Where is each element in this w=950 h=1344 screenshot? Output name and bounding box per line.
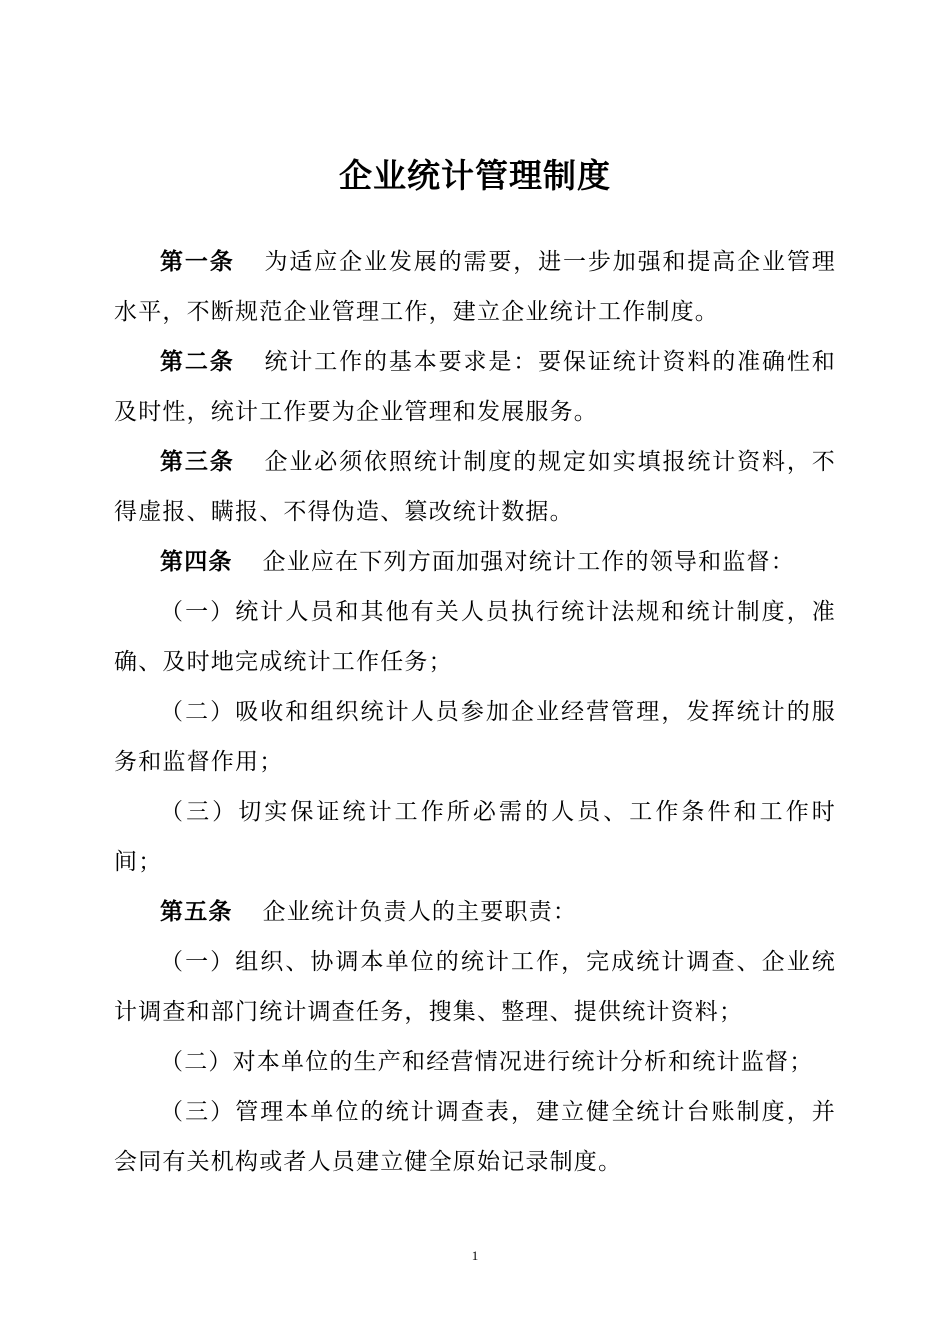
article-5-item-1: [114, 937, 836, 1037]
article-text: 企业应在下列方面加强对统计工作的领导和监督：: [262, 549, 795, 575]
article-2: [114, 337, 836, 437]
document-body: [114, 237, 836, 1187]
article-3: [114, 437, 836, 537]
item-text: （一）组织、协调本单位的统计工作，完成统计调查、企业统计调查和部门统计调查任务，搜集、整理、提供统计资料；: [114, 949, 836, 1025]
article-text: 统计工作的基本要求是：要保证统计资料的准确性和及时性，统计工作要为企业管理和发展服务。: [114, 349, 836, 425]
article-4-item-3: [114, 787, 836, 887]
article-label: 第五条: [160, 899, 233, 925]
article-label: 第二条: [160, 349, 235, 375]
article-1: [114, 237, 836, 337]
article-5: [114, 887, 836, 937]
article-5-item-3: [114, 1087, 836, 1187]
article-text: 为适应企业发展的需要，进一步加强和提高企业管理水平，不断规范企业管理工作，建立企业统计工作制度。: [114, 249, 836, 325]
article-label: 第一条: [160, 249, 235, 275]
document-title: 企业统计管理制度: [339, 156, 611, 195]
item-text: （三）切实保证统计工作所必需的人员、工作条件和工作时间；: [114, 799, 836, 875]
article-text: 企业统计负责人的主要职责：: [262, 899, 578, 925]
article-text: 企业必须依照统计制度的规定如实填报统计资料，不得虚报、瞒报、不得伪造、篡改统计数据。: [114, 449, 836, 525]
article-4: [114, 537, 836, 587]
item-text: （三）管理本单位的统计调查表，建立健全统计台账制度，并会同有关机构或者人员建立健全原始记录制度。: [114, 1099, 836, 1175]
item-text: （二）对本单位的生产和经营情况进行统计分析和统计监督；: [160, 1049, 814, 1075]
article-5-item-2: [114, 1037, 836, 1087]
article-label: 第三条: [160, 449, 235, 475]
article-4-item-2: [114, 687, 836, 787]
item-text: （二）吸收和组织统计人员参加企业经营管理，发挥统计的服务和监督作用；: [114, 699, 836, 775]
item-text: （一）统计人员和其他有关人员执行统计法规和统计制度，准确、及时地完成统计工作任务；: [114, 599, 836, 675]
page-number: 1: [471, 1248, 479, 1263]
article-label: 第四条: [160, 549, 233, 575]
article-4-item-1: [114, 587, 836, 687]
